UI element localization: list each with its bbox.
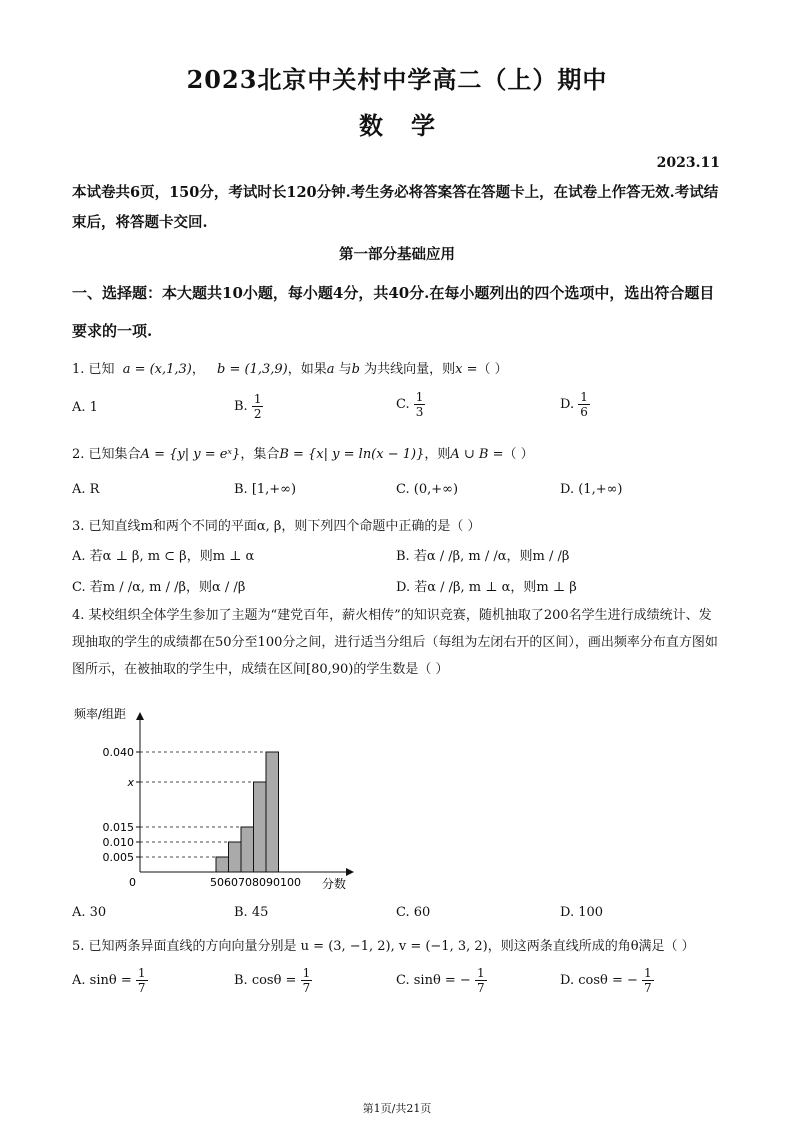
question-2-option-c[interactable]: C. (0,+∞)	[396, 482, 459, 497]
question-4-option-d[interactable]: D. 100	[560, 905, 604, 920]
question-5-stem: 5. 已知两条异面直线的方向向量分别是 u = (3, −1, 2), v = (−1, 3, 2)，则这两条直线所成的角θ满足（ ）	[72, 939, 695, 954]
page-title: 2023北京中关村中学高二（上）期中	[186, 65, 608, 94]
question-4-option-c[interactable]: C. 60	[396, 905, 431, 920]
question-1-option-b[interactable]: B. $\frac{1}{2}$	[234, 392, 262, 421]
y-axis-label: 频率/组距	[74, 707, 127, 721]
histogram-bar-1	[216, 857, 229, 872]
histogram-bar-4	[254, 782, 267, 872]
x-axis-label: 分数	[322, 877, 347, 891]
frequency-histogram	[72, 700, 372, 896]
y-tick-label: 0.010	[102, 836, 134, 849]
question-2-stem: 2. 已知集合A = {y| y = eˣ}，集合B = {x| y = ln(x − 1)}，则A ∪ B =（ ）	[72, 447, 534, 462]
y-tick-label: 0.040	[102, 746, 134, 759]
question-3-option-a[interactable]: A. 若α ⊥ β, m ⊂ β，则m ⊥ α	[72, 549, 255, 564]
question-3-option-b[interactable]: B. 若α / /β, m / /α，则m / /β	[396, 549, 570, 564]
question-3-option-d[interactable]: D. 若α / /β, m ⊥ α，则m ⊥ β	[396, 580, 577, 595]
question-1-option-a[interactable]: A. 1	[72, 400, 98, 415]
page-footer: 第1页/共21页	[362, 1102, 432, 1115]
question-3-option-c[interactable]: C. 若m / /α, m / /β，则α / /β	[72, 580, 246, 595]
y-tick-label: 0.015	[102, 821, 134, 834]
section-heading: 一、选择题：本大题共10小题，每小题4分，共40分.在每小题列出的四个选项中，选出符合题目要求的一项.	[72, 284, 715, 340]
question-2-option-d[interactable]: D. (1,+∞)	[560, 482, 623, 497]
question-5-option-a[interactable]: A. sinθ = $\frac{1}{7}$	[72, 966, 146, 995]
exam-instructions: 本试卷共6页，150分，考试时长120分钟.考生务必将答案答在答题卡上，在试卷上作答无效.考试结束后，将答题卡交回.	[72, 184, 719, 231]
question-2-option-b[interactable]: B. [1,+∞)	[234, 482, 297, 497]
question-1-option-d[interactable]: D. $\frac{1}{6}$	[560, 390, 588, 419]
histogram-bar-2	[229, 842, 242, 872]
question-2-option-a[interactable]: A. R	[72, 482, 100, 497]
question-3-stem: 3. 已知直线m和两个不同的平面α, β，则下列四个命题中正确的是（ ）	[72, 519, 481, 534]
histogram-bar-3	[241, 827, 254, 872]
part-title: 第一部分基础应用	[339, 246, 455, 263]
origin-label: 0	[129, 876, 136, 889]
x-tick-labels: 5060708090100	[210, 876, 301, 889]
subject-title: 数学	[359, 111, 463, 140]
y-tick-label: x	[127, 776, 134, 789]
question-4-stem: 4. 某校组织全体学生参加了主题为“建党百年，薪火相传”的知识竞赛，随机抽取了200名学生进行成绩统计、发现抽取的学生的成绩都在50分至100分之间，进行适当分组后（每组为左闭右开的区间），画出频率分布直方图如图所示，在被抽取的学生中，成绩在区间[80,90)的学生数是（ ）	[72, 608, 718, 677]
question-1-option-c[interactable]: C. $\frac{1}{3}$	[396, 390, 424, 419]
y-tick-label: 0.005	[102, 851, 134, 864]
question-4-option-a[interactable]: A. 30	[72, 905, 107, 920]
question-5-option-c[interactable]: C. sinθ = − $\frac{1}{7}$	[396, 966, 485, 995]
question-4-option-b[interactable]: B. 45	[234, 905, 269, 920]
question-5-option-b[interactable]: B. cosθ = $\frac{1}{7}$	[234, 966, 311, 995]
question-1-stem: 1. 已知 a = (x,1,3)， b = (1,3,9)，如果a 与b 为共线向量，则x =（ ）	[72, 362, 508, 377]
question-5-option-d[interactable]: D. cosθ = − $\frac{1}{7}$	[560, 966, 652, 995]
histogram-bar-5	[266, 752, 279, 872]
exam-date: 2023.11	[656, 155, 720, 171]
